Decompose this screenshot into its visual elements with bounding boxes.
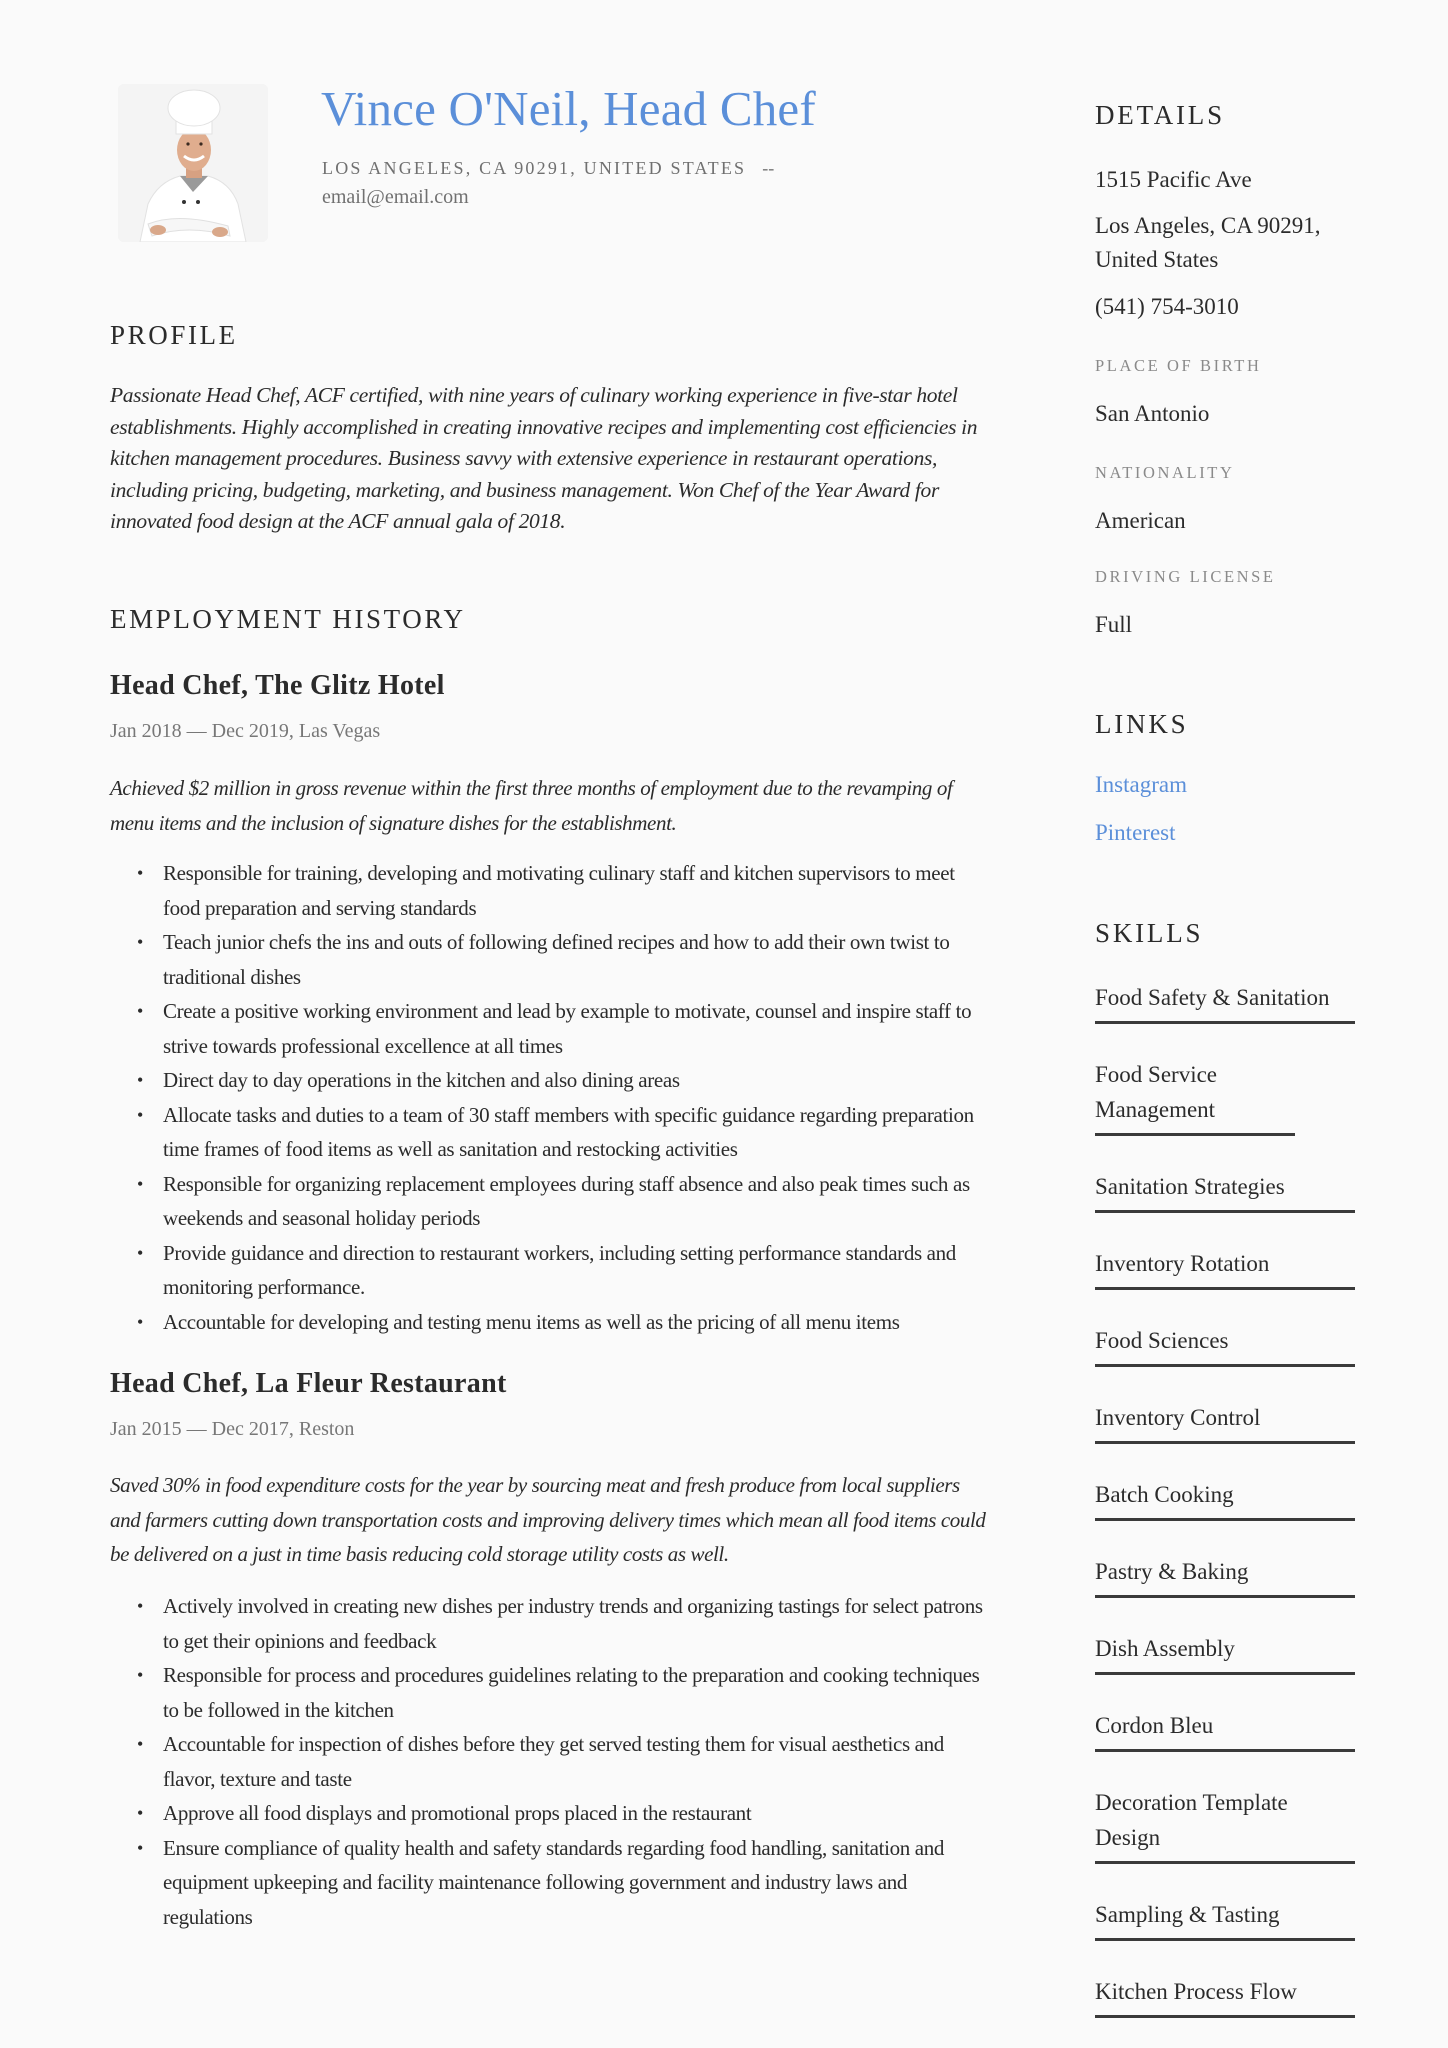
address-line-2: Los Angeles, CA 90291, United States bbox=[1095, 213, 1321, 272]
links-heading: LINKS bbox=[1095, 709, 1189, 739]
place-of-birth-value: San Antonio bbox=[1095, 401, 1210, 426]
link-instagram[interactable]: Instagram bbox=[1095, 772, 1187, 797]
list-item: • Allocate tasks and duties to a team of 30 staff members with specific guidance regarding preparation time frames of food items as well as sanitation and restocking activities bbox=[110, 1098, 990, 1167]
skill-item: Pastry & Baking bbox=[1095, 1540, 1355, 1598]
employment-heading: EMPLOYMENT HISTORY bbox=[110, 604, 466, 634]
list-item: • Responsible for organizing replacement employees during staff absence and also peak times such as weekends and seasonal holiday periods bbox=[110, 1167, 990, 1236]
profile-photo bbox=[118, 84, 268, 242]
job-dates: Jan 2015 — Dec 2017, Reston bbox=[110, 1418, 355, 1440]
skill-item: Food Safety & Sanitation bbox=[1095, 966, 1355, 1024]
job-summary: Saved 30% in food expenditure costs for the year by sourcing meat and fresh produce from local suppliers and farmers cutting down transportation costs and improving delivery times which mean all food items could be delivered on a just in time basis reducing cold storage utility costs as well. bbox=[110, 1473, 986, 1566]
contact-location-line bbox=[322, 158, 774, 179]
skill-item: Food Sciences bbox=[1095, 1309, 1355, 1367]
skill-item: Decoration Template Design bbox=[1095, 1771, 1355, 1864]
list-item: • Accountable for developing and testing menu items as well as the pricing of all menu items bbox=[110, 1305, 990, 1340]
skill-item: Batch Cooking bbox=[1095, 1463, 1355, 1521]
job-title: Head Chef, La Fleur Restaurant bbox=[110, 1368, 507, 1399]
skill-item: Kitchen Process Flow bbox=[1095, 1960, 1355, 2018]
job-bullet-list bbox=[110, 1589, 990, 1934]
place-of-birth-label: PLACE OF BIRTH bbox=[1095, 356, 1262, 375]
skill-item: Inventory Control bbox=[1095, 1386, 1355, 1444]
list-item: • Ensure compliance of quality health and safety standards regarding food handling, sanitation and equipment upkeeping and facility maintenance following government and industry laws and regulations bbox=[110, 1831, 990, 1935]
job-dates: Jan 2018 — Dec 2019, Las Vegas bbox=[110, 720, 381, 742]
job-title: Head Chef, The Glitz Hotel bbox=[110, 670, 445, 701]
skill-item: Sanitation Strategies bbox=[1095, 1155, 1355, 1213]
nationality-label: NATIONALITY bbox=[1095, 463, 1235, 482]
list-item: • Responsible for training, developing and motivating culinary staff and kitchen supervisors to meet food preparation and serving standards bbox=[110, 856, 990, 925]
location-text: LOS ANGELES, CA 90291, UNITED STATES bbox=[322, 158, 747, 178]
driving-license-label: DRIVING LICENSE bbox=[1095, 567, 1276, 586]
skills-heading: SKILLS bbox=[1095, 918, 1204, 948]
job-bullet-list bbox=[110, 856, 990, 1339]
email-text[interactable]: email@email.com bbox=[322, 186, 469, 208]
skill-item: Dish Assembly bbox=[1095, 1617, 1355, 1675]
candidate-name: Vince O'Neil, Head Chef bbox=[321, 81, 816, 136]
link-pinterest[interactable]: Pinterest bbox=[1095, 820, 1176, 845]
phone-number[interactable]: (541) 754-3010 bbox=[1095, 294, 1239, 319]
skill-item: Inventory Rotation bbox=[1095, 1232, 1355, 1290]
list-item: • Responsible for process and procedures guidelines relating to the preparation and cooking techniques to be followed in the kitchen bbox=[110, 1658, 990, 1727]
address-line-1: 1515 Pacific Ave bbox=[1095, 167, 1252, 192]
list-item: • Accountable for inspection of dishes before they get served testing them for visual aesthetics and flavor, texture and taste bbox=[110, 1727, 990, 1796]
skill-item: Sampling & Tasting bbox=[1095, 1883, 1355, 1941]
list-item: • Direct day to day operations in the kitchen and also dining areas bbox=[110, 1063, 990, 1098]
job-summary: Achieved $2 million in gross revenue within the first three months of employment due to the revamping of menu items and the inclusion of signature dishes for the establishment. bbox=[110, 776, 953, 835]
profile-summary: Passionate Head Chef, ACF certified, with nine years of culinary working experience in five-star hotel establishments. Highly accomplished in creating innovative recipes and implementing cost efficiencies in kitchen management procedures. Business savvy with extensive experience in restaurant operations, including pricing, budgeting, marketing, and business management. Won Chef of the Year Award for innovated food design at the ACF annual gala of 2018. bbox=[110, 383, 978, 534]
profile-heading: PROFILE bbox=[110, 320, 238, 350]
list-item: • Create a positive working environment and lead by example to motivate, counsel and inspire staff to strive towards professional excellence at all times bbox=[110, 994, 990, 1063]
skill-item: Food Service Management bbox=[1095, 1043, 1295, 1136]
skill-item: Cordon Bleu bbox=[1095, 1694, 1355, 1752]
chef-portrait-icon bbox=[118, 84, 268, 242]
list-item: • Provide guidance and direction to restaurant workers, including setting performance standards and monitoring performance. bbox=[110, 1236, 990, 1305]
skills-list bbox=[1095, 966, 1355, 2037]
nationality-value: American bbox=[1095, 508, 1186, 533]
driving-license-value: Full bbox=[1095, 612, 1133, 637]
list-item: • Approve all food displays and promotional props placed in the restaurant bbox=[110, 1796, 990, 1831]
contact-separator: -- bbox=[762, 158, 775, 178]
details-heading: DETAILS bbox=[1095, 100, 1225, 130]
list-item: • Actively involved in creating new dishes per industry trends and organizing tastings for select patrons to get their opinions and feedback bbox=[110, 1589, 990, 1658]
list-item: • Teach junior chefs the ins and outs of following defined recipes and how to add their own twist to traditional dishes bbox=[110, 925, 990, 994]
